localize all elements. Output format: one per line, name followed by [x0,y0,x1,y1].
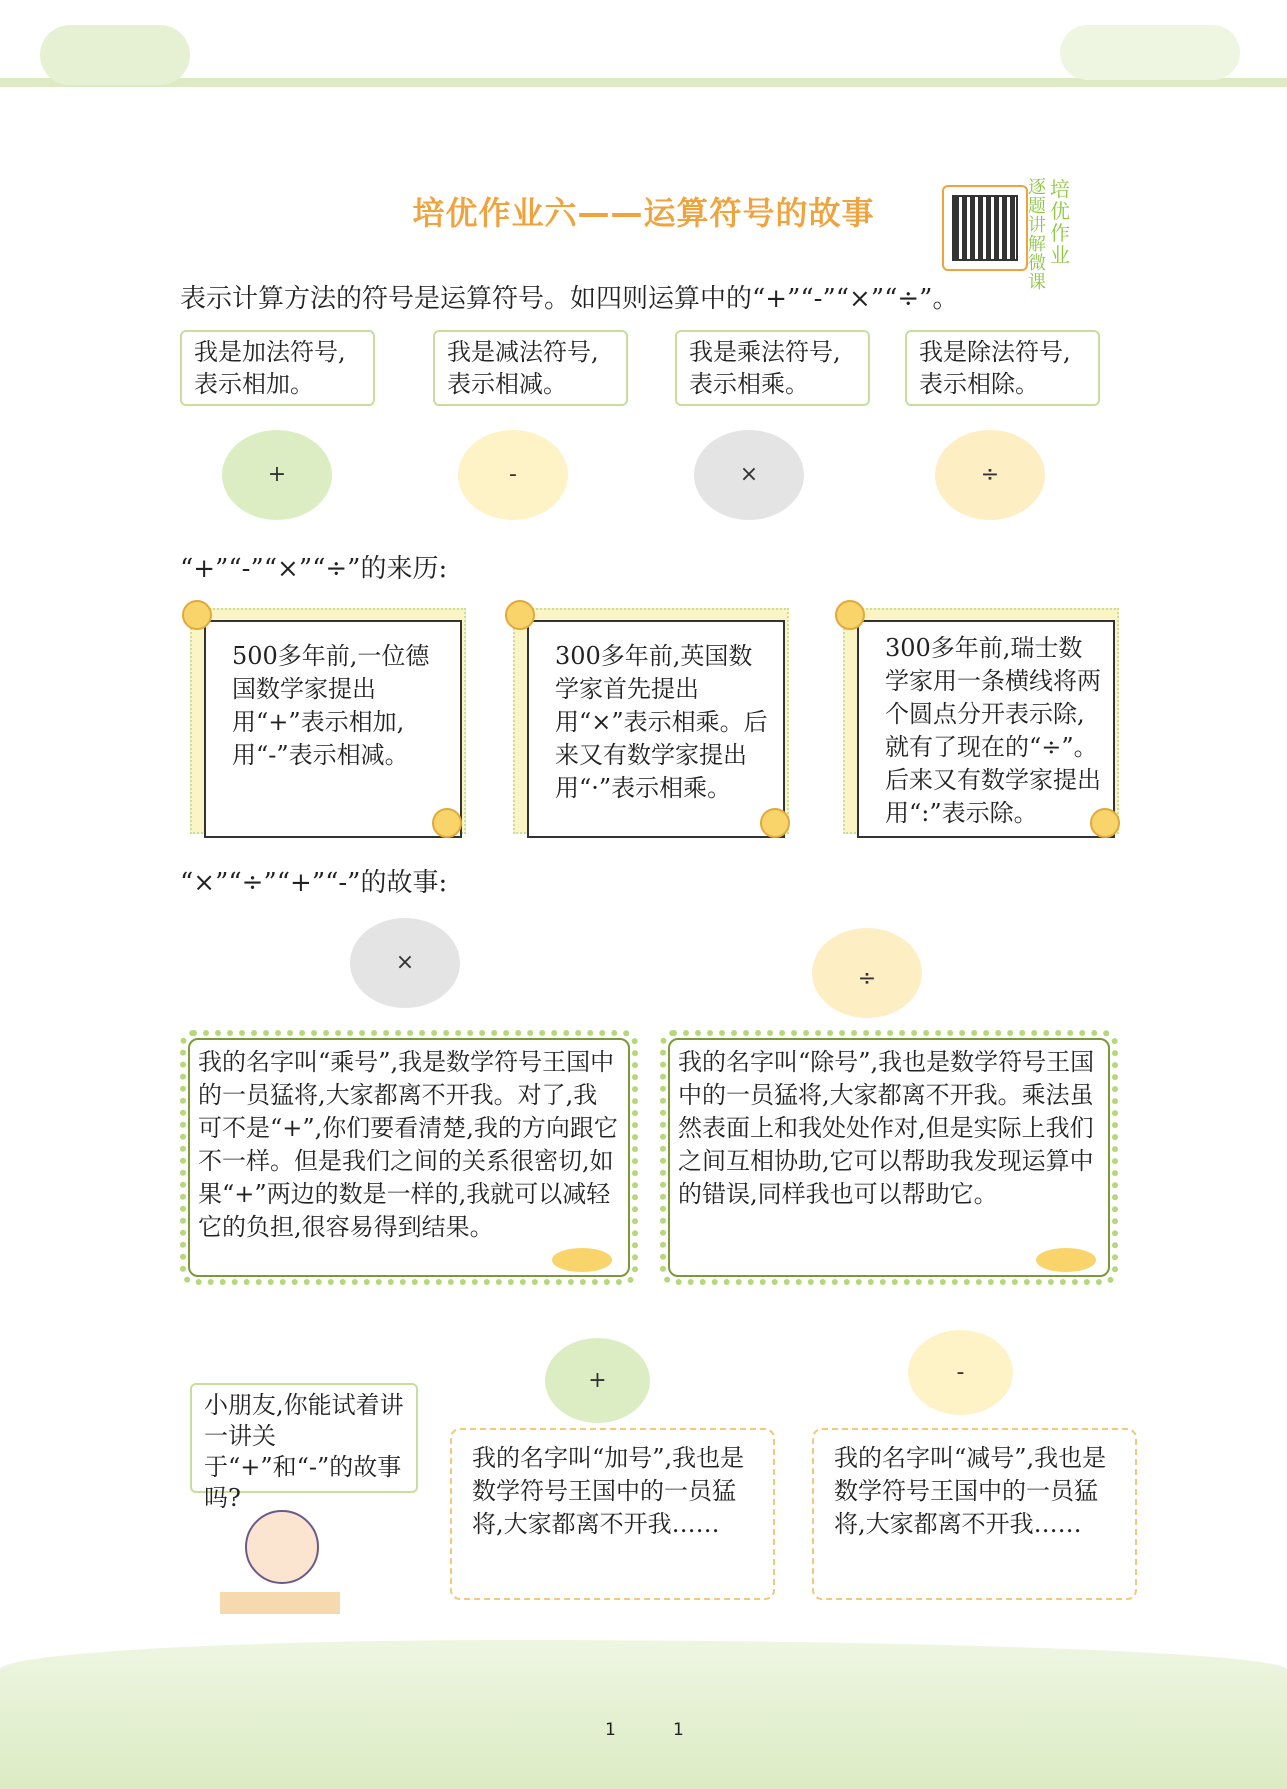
face-symbol: × [395,950,415,975]
story-text: 我的名字叫“乘号”,我是数学符号王国中的一员猛将,大家都离不开我。对了,我可不是“+”,你们要看清楚,我的方向跟它不一样。但是我们之间的关系很密切,如果“+”两边的数是一样的,我就可以减轻它的负担,很容易得到结果。 [198,1048,618,1241]
history-card-3: 300多年前,瑞士数学家用一条横线将两个圆点分开表示除,就有了现在的“÷”。后来又有数学家提出用“:”表示除。 [857,620,1115,838]
ground-decoration [0,1640,1287,1789]
bubble-line: 我是乘法符号, [689,338,841,366]
face-symbol: - [956,1360,965,1385]
bubble-line: 表示相乘。 [689,370,809,398]
page-number-right: 1 [673,1720,684,1740]
animals-decoration [1060,25,1240,80]
flower-icon [1090,808,1120,838]
bubble-line: 表示相减。 [447,370,567,398]
history-card-2: 300多年前,英国数学家首先提出用“×”表示相乘。后来又有数学家提出用“·”表示相乘。 [527,620,785,838]
story-times [180,1030,638,1285]
bubble-line: 表示相除。 [919,370,1039,398]
story-text: 我的名字叫“除号”,我也是数学符号王国中的一员猛将,大家都离不开我。乘法虽然表面上和我处处作对,但是实际上我们之间互相协助,它可以帮助我发现运算中的错误,同样我也可以帮助它。 [678,1048,1095,1208]
face-symbol: + [267,462,287,487]
qr-code-icon[interactable] [952,195,1018,261]
bubble-line: 我是除法符号, [919,338,1071,366]
fish-icon [552,1248,612,1272]
child-head [245,1510,319,1584]
qr-sublabel: 培优作业 [1050,177,1070,267]
face-symbol: × [739,462,759,487]
story-plus-box: 我的名字叫“加号”,我也是数学符号王国中的一员猛将,大家都离不开我…… [450,1428,775,1600]
flower-icon [182,600,212,630]
face-symbol: + [588,1368,607,1393]
flower-icon [432,808,462,838]
face-symbol: ÷ [980,462,1000,487]
bubble-line: 表示相加。 [194,370,314,398]
fish-icon [1036,1248,1096,1272]
page-number-left: 1 [605,1720,616,1740]
plus-face-icon [222,430,332,520]
sun-cloud-decoration [40,25,190,85]
intro-text: 表示计算方法的符号是运算符号。如四则运算中的“+”“-”“×”“÷”。 [180,284,959,314]
times-face-icon [350,918,460,1008]
prompt-bubble: 小朋友,你能试着讲一讲关于“+”和“-”的故事吗? [190,1383,418,1493]
flower-icon [505,600,535,630]
symbol-bubble-minus [433,330,628,406]
plus-face-icon [545,1338,650,1423]
divide-face-icon [935,430,1045,520]
desk [220,1592,340,1614]
minus-face-icon [458,430,568,520]
symbol-bubble-plus [180,330,375,406]
page-title: 培优作业六——运算符号的故事 [412,194,875,232]
face-symbol: - [509,462,517,487]
qr-label: 逐题讲解微课 [1028,177,1046,293]
times-face-icon [694,430,804,520]
history-card-1: 500多年前,一位德国数学家提出用“+”表示相加,用“-”表示相减。 [204,620,462,838]
bubble-line: 我是减法符号, [447,338,599,366]
flower-icon [760,808,790,838]
story-heading: “×”“÷”“+”“-”的故事: [180,868,448,898]
bubble-line: 我是加法符号, [194,338,346,366]
origin-heading: “+”“-”“×”“÷”的来历: [180,554,448,584]
story-divide [660,1030,1118,1285]
symbol-bubble-divide [905,330,1100,406]
flower-icon [835,600,865,630]
symbol-bubble-times [675,330,870,406]
story-minus-box: 我的名字叫“减号”,我也是数学符号王国中的一员猛将,大家都离不开我…… [812,1428,1137,1600]
minus-face-icon [908,1330,1013,1415]
face-symbol: ÷ [857,966,877,991]
child-illustration [220,1500,340,1620]
divide-face-icon [812,928,922,1018]
